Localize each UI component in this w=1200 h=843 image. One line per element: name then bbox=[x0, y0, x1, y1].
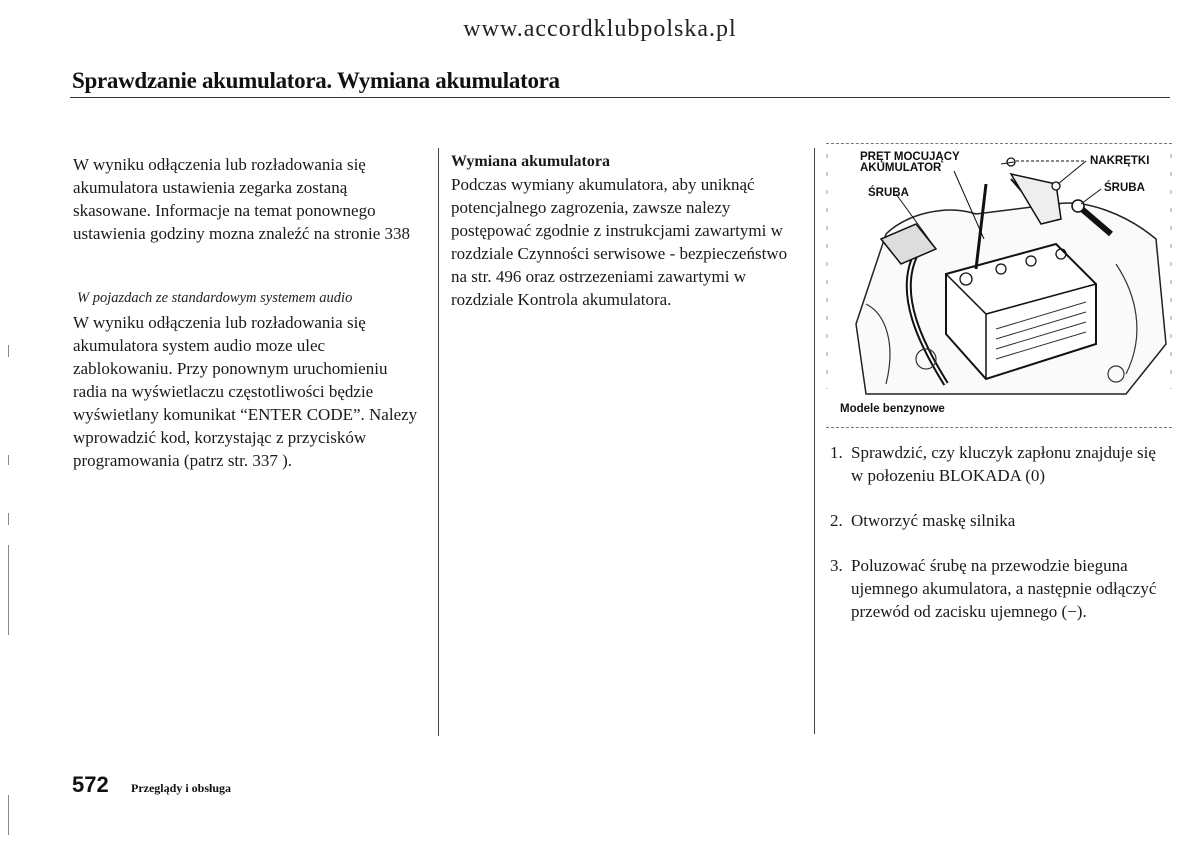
list-item bbox=[830, 509, 1170, 532]
site-url: www.accordklubpolska.pl bbox=[463, 16, 737, 42]
margin-mark bbox=[8, 545, 9, 635]
margin-mark bbox=[8, 795, 9, 835]
margin-mark bbox=[8, 513, 9, 525]
step-number: 1. bbox=[830, 443, 843, 462]
label-screw-right: ŚRUBA bbox=[1104, 182, 1145, 194]
column-divider-left bbox=[438, 148, 439, 736]
label-rod: PRĘT MOCUJĄCY bbox=[860, 151, 960, 163]
audio-lock-paragraph bbox=[73, 311, 423, 472]
steps-list bbox=[830, 441, 1170, 645]
list-item bbox=[830, 441, 1170, 487]
figure-caption: Modele benzynowe bbox=[840, 403, 945, 415]
column-divider-right bbox=[814, 148, 815, 734]
step-number: 2. bbox=[830, 511, 843, 530]
margin-mark bbox=[8, 455, 9, 465]
paragraph-text: W wyniku odłączenia lub rozładowania się akumulatora ustawienia zegarka zostaną skasowane. Informacje na temat ponownego ustawienia godziny mozna znaleźć na stronie 338 bbox=[73, 155, 411, 243]
page-title: Sprawdzanie akumulatora. Wymiana akumulatora bbox=[72, 68, 560, 93]
label-battery: AKUMULATOR bbox=[860, 162, 942, 174]
list-item bbox=[830, 554, 1170, 623]
margin-mark bbox=[8, 345, 9, 357]
step-text: Otworzyć maskę silnika bbox=[851, 511, 1016, 530]
title-divider bbox=[70, 97, 1170, 98]
battery-replacement-section bbox=[451, 150, 796, 311]
step-text: Poluzować śrubę na przewodzie bieguna ujemnego akumulatora, a następnie odłączyć przewód od zacisku ujemnego (−). bbox=[851, 556, 1157, 621]
label-screw-left: ŚRUBA bbox=[868, 187, 909, 199]
paragraph-text: Podczas wymiany akumulatora, aby uniknąć potencjalnego zagrozenia, zawsze nalezy postępować zgodnie z instrukcjami zawartymi w rozdziale Czynności serwisowe - bezpieczeństwo na str. 496 oraz ostrzezeniami zawartymi w rozdziale Kontrola akumulatora. bbox=[451, 175, 788, 309]
label-nuts: NAKRĘTKI bbox=[1090, 155, 1150, 167]
paragraph-text: W wyniku odłączenia lub rozładowania się akumulatora system audio moze ulec zablokowaniu. Przy ponownym uruchomieniu radia na wyświetlaczu częstotliwości będzie wyświetlany komunikat “ENTER CODE”. Nalezy wprowadzić kod, korzystając z przycisków programowania (patrz str. 337 ). bbox=[73, 313, 418, 470]
footer-section: Przeglądy i obsługa bbox=[131, 781, 232, 795]
step-text: Sprawdzić, czy kluczyk zapłonu znajduje się w połozeniu BLOKADA (0) bbox=[851, 443, 1156, 485]
step-number: 3. bbox=[830, 556, 843, 575]
page-number: 572 bbox=[72, 772, 109, 797]
audio-subheading: W pojazdach ze standardowym systemem audio bbox=[77, 290, 353, 306]
section-heading: Wymiana akumulatora bbox=[451, 153, 610, 170]
battery-figure bbox=[826, 143, 1172, 428]
clock-reset-paragraph bbox=[73, 153, 423, 245]
